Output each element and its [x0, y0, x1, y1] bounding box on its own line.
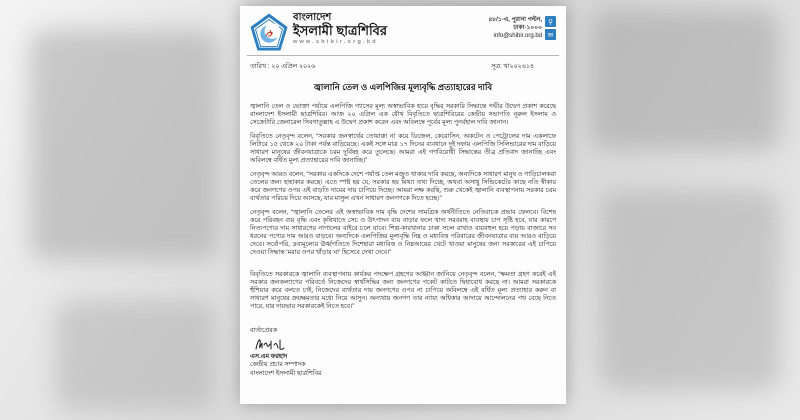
paragraph-1: জ্বালানি তেল ও ভোক্তা পর্যায়ে এলপিজি গ্যাসের মূল্য অস্বাভাবিক হারে বৃদ্ধির সরকারি সিদ্ধান্তে গভীর উদ্বেগ প্রকাশ করেছে বাংলাদেশ ইসলামী ছাত্রশিবির। আজ ২০ এপ্রিল এক যৌথ বিবৃতিতে ছাত্রশিবিরের কেন্দ্রীয় সভাপতি নূরুল ইসলাম ও সেক্রেটারি জেনারেল সিবগাতুল্লাহ এ উদ্বেগ প্রকাশ করেন এবং অবিলম্বে পূর্বের মূল্য পুনর্বহাল দাবি জানান।	[250, 103, 556, 126]
signatory-name: এস.এম ফরহাদ	[250, 353, 288, 361]
signature-preamble: বার্তাপ্রেরক	[250, 327, 277, 334]
signatory-role: কেন্দ্রীয় প্রচার সম্পাদক	[250, 361, 306, 369]
org-name-line1: বাংলাদেশ	[293, 12, 332, 23]
paragraph-3: নেতৃবৃন্দ আরও বলেন, “সরকার একদিকে দেশে পর্যাপ্ত তেল মজুত থাকার দাবি করছে, অন্যদিকে সাধারণ মানুষ ও গাড়িচালকরা তেলের জন্য হাহাকার করছে। এতে স্পষ্ট হয় যে, সরকার হয় মিথ্যা তথ্য দিচ্ছে, অথবা অসাধু সিন্ডিকেটের কাছে নতি স্বীকার করে জনগণের ওপর এই বাড়তি দামের দায় চাপিয়ে দিচ্ছে। আমরা লক্ষ করছি, শুরু থেকেই জ্বালানি ব্যবস্থাপনায় সরকার চরম ব্যর্থতার পরিচয় দিয়ে আসছে, যার মাসুল এখন সাধারণ জনগণকে দিতে হচ্ছে।”	[250, 171, 556, 202]
press-release-document	[240, 6, 566, 404]
address-line1: ৪৮/১-এ, পুরানা পল্টন,	[488, 17, 542, 23]
background-blur-blob	[55, 300, 215, 410]
org-name-block	[293, 13, 387, 46]
background-blur-blob	[30, 30, 220, 260]
signature-block	[250, 327, 556, 378]
meta-row	[250, 61, 556, 72]
paragraph-5: বিবৃতিতে সরকারকে জ্বালানি ব্যবস্থাপনায় কার্যকর পদক্ষেপ গ্রহণের আহ্বান জানিয়ে নেতৃবৃন্দ বলেন, “ক্ষমতা গ্রহণ করেই এই সরকার জনকল্যাণের পরিবর্তে নিজেদের স্বার্থসিদ্ধির জন্য জনগণের পকেট কাটতে দ্বিধাবোধ করছে না। আমরা সরকারকে হুঁশিয়ার করে বলতে চাই, নিজেদের ব্যর্থতার দায় জনগণের ওপর না চাপিয়ে অবিলম্বে এই বর্ধিত মূল্য প্রত্যাহার করুন বা সাধারণ মানুষের ক্রয়ক্ষমতার মধ্যে নিয়ে আসুন। অন্যথায় জনগণ তার ন্যায্য অধিকার আদায়ে আন্দোলনের পথ বেছে নিতে পারে, যার দায়ভার সরকারকেই নিতে হবে।”	[250, 271, 556, 310]
background-blur-blob	[590, 10, 780, 150]
press-release-title: জ্বালানি তেল ও এলপিজির মূল্যবৃদ্ধি প্রত্যাহারের দাবি	[313, 82, 493, 92]
shibir-logo-icon	[250, 13, 288, 51]
contact-block	[488, 13, 556, 42]
handwritten-signature	[252, 336, 286, 352]
date-text: তারিখ : ২০ এপ্রিল ২০২৬	[250, 63, 316, 70]
email-text: info@shibir.org.bd	[493, 33, 542, 40]
location-icon: ⚲	[545, 16, 556, 27]
org-name-line2: ইসলামী ছাত্রশিবির	[293, 22, 388, 38]
header-divider	[247, 55, 559, 56]
address-line2: ঢাকা-১০০০	[513, 25, 542, 32]
letterhead	[250, 13, 556, 51]
press-release-body	[250, 103, 556, 311]
signatory-org: বাংলাদেশ ইসলামী ছাত্রশিবির	[250, 369, 322, 377]
paragraph-4: নেতৃবৃন্দ বলেন, “জ্বালানি তেলের এই অস্বাভাবিক দাম বৃদ্ধি দেশের সামগ্রিক অর্থনীতিতে নেতিবাচক প্রভাব ফেলবে। বিশেষ করে পরিবহন ব্যয় বৃদ্ধি এবং কৃষিখাতে সেচ ও উৎপাদন ব্যয় বাড়ার ফলে খাদ্য সরবরাহ ব্যবস্থায় চাপ সৃষ্টি হবে, যার কারণে নিত্যপণ্যের দাম সাধারণের নাগালের বাইরে চলে যাবে। শিল্প-কারখানার চাকা সচল রাখাও ব্যয়বহুল হয়ে পড়ায় বাজারে সব ধরনের পণ্যের দাম আরও বাড়বে। অন্যদিকে এলপিজির মূল্যবৃদ্ধি নিম্ন ও মধ্যবিত্ত পরিবারের জীবনযাত্রার ব্যয় আরও বাড়িয়ে দেবে। সর্বোপরি, দ্রব্যমূল্যের ঊর্ধ্বগতিতে দিশেহারা মধ্যবিত্ত ও নিম্নআয়ের খেটে খাওয়া মানুষের জন্য সরকারের এই চাপিয়ে দেওয়া সিদ্ধান্ত ‘মরার ওপর খাঁড়ার ঘা’ হিসেবে দেখা দেবে।”	[250, 209, 556, 256]
reference-number: সূত্র: খা২০২৬১৪	[491, 63, 534, 70]
org-website: www.shibir.org.bd	[293, 39, 378, 46]
paragraph-2: বিবৃতিতে নেতৃবৃন্দ বলেন, “সরকার জনস্বার্থের তোয়াক্কা না করে ডিজেল, কেরোসিন, অকটেন ও পেট্রোলের দাম একলাফে লিটারে ১৫ থেকে ২০ টাকা পর্যন্ত বাড়িয়েছে। একই সঙ্গে মাত্র ১৭ দিনের ব্যবধানে দুই দফায় এলপিজি সিলিন্ডারের দাম বাড়িয়ে সাধারণ মানুষের জীবনযাত্রাকে চরম দুর্বিষহ করে তুলেছে। আমরা এই গণবিরোধী সিদ্ধান্তের তীব্র প্রতিবাদ জানাচ্ছি এবং অবিলম্বে বর্ধিত মূল্য প্রত্যাহারের দাবি জানাচ্ছি।”	[250, 133, 556, 164]
background-blur-blob	[600, 190, 780, 390]
email-icon: ✉	[545, 29, 556, 40]
